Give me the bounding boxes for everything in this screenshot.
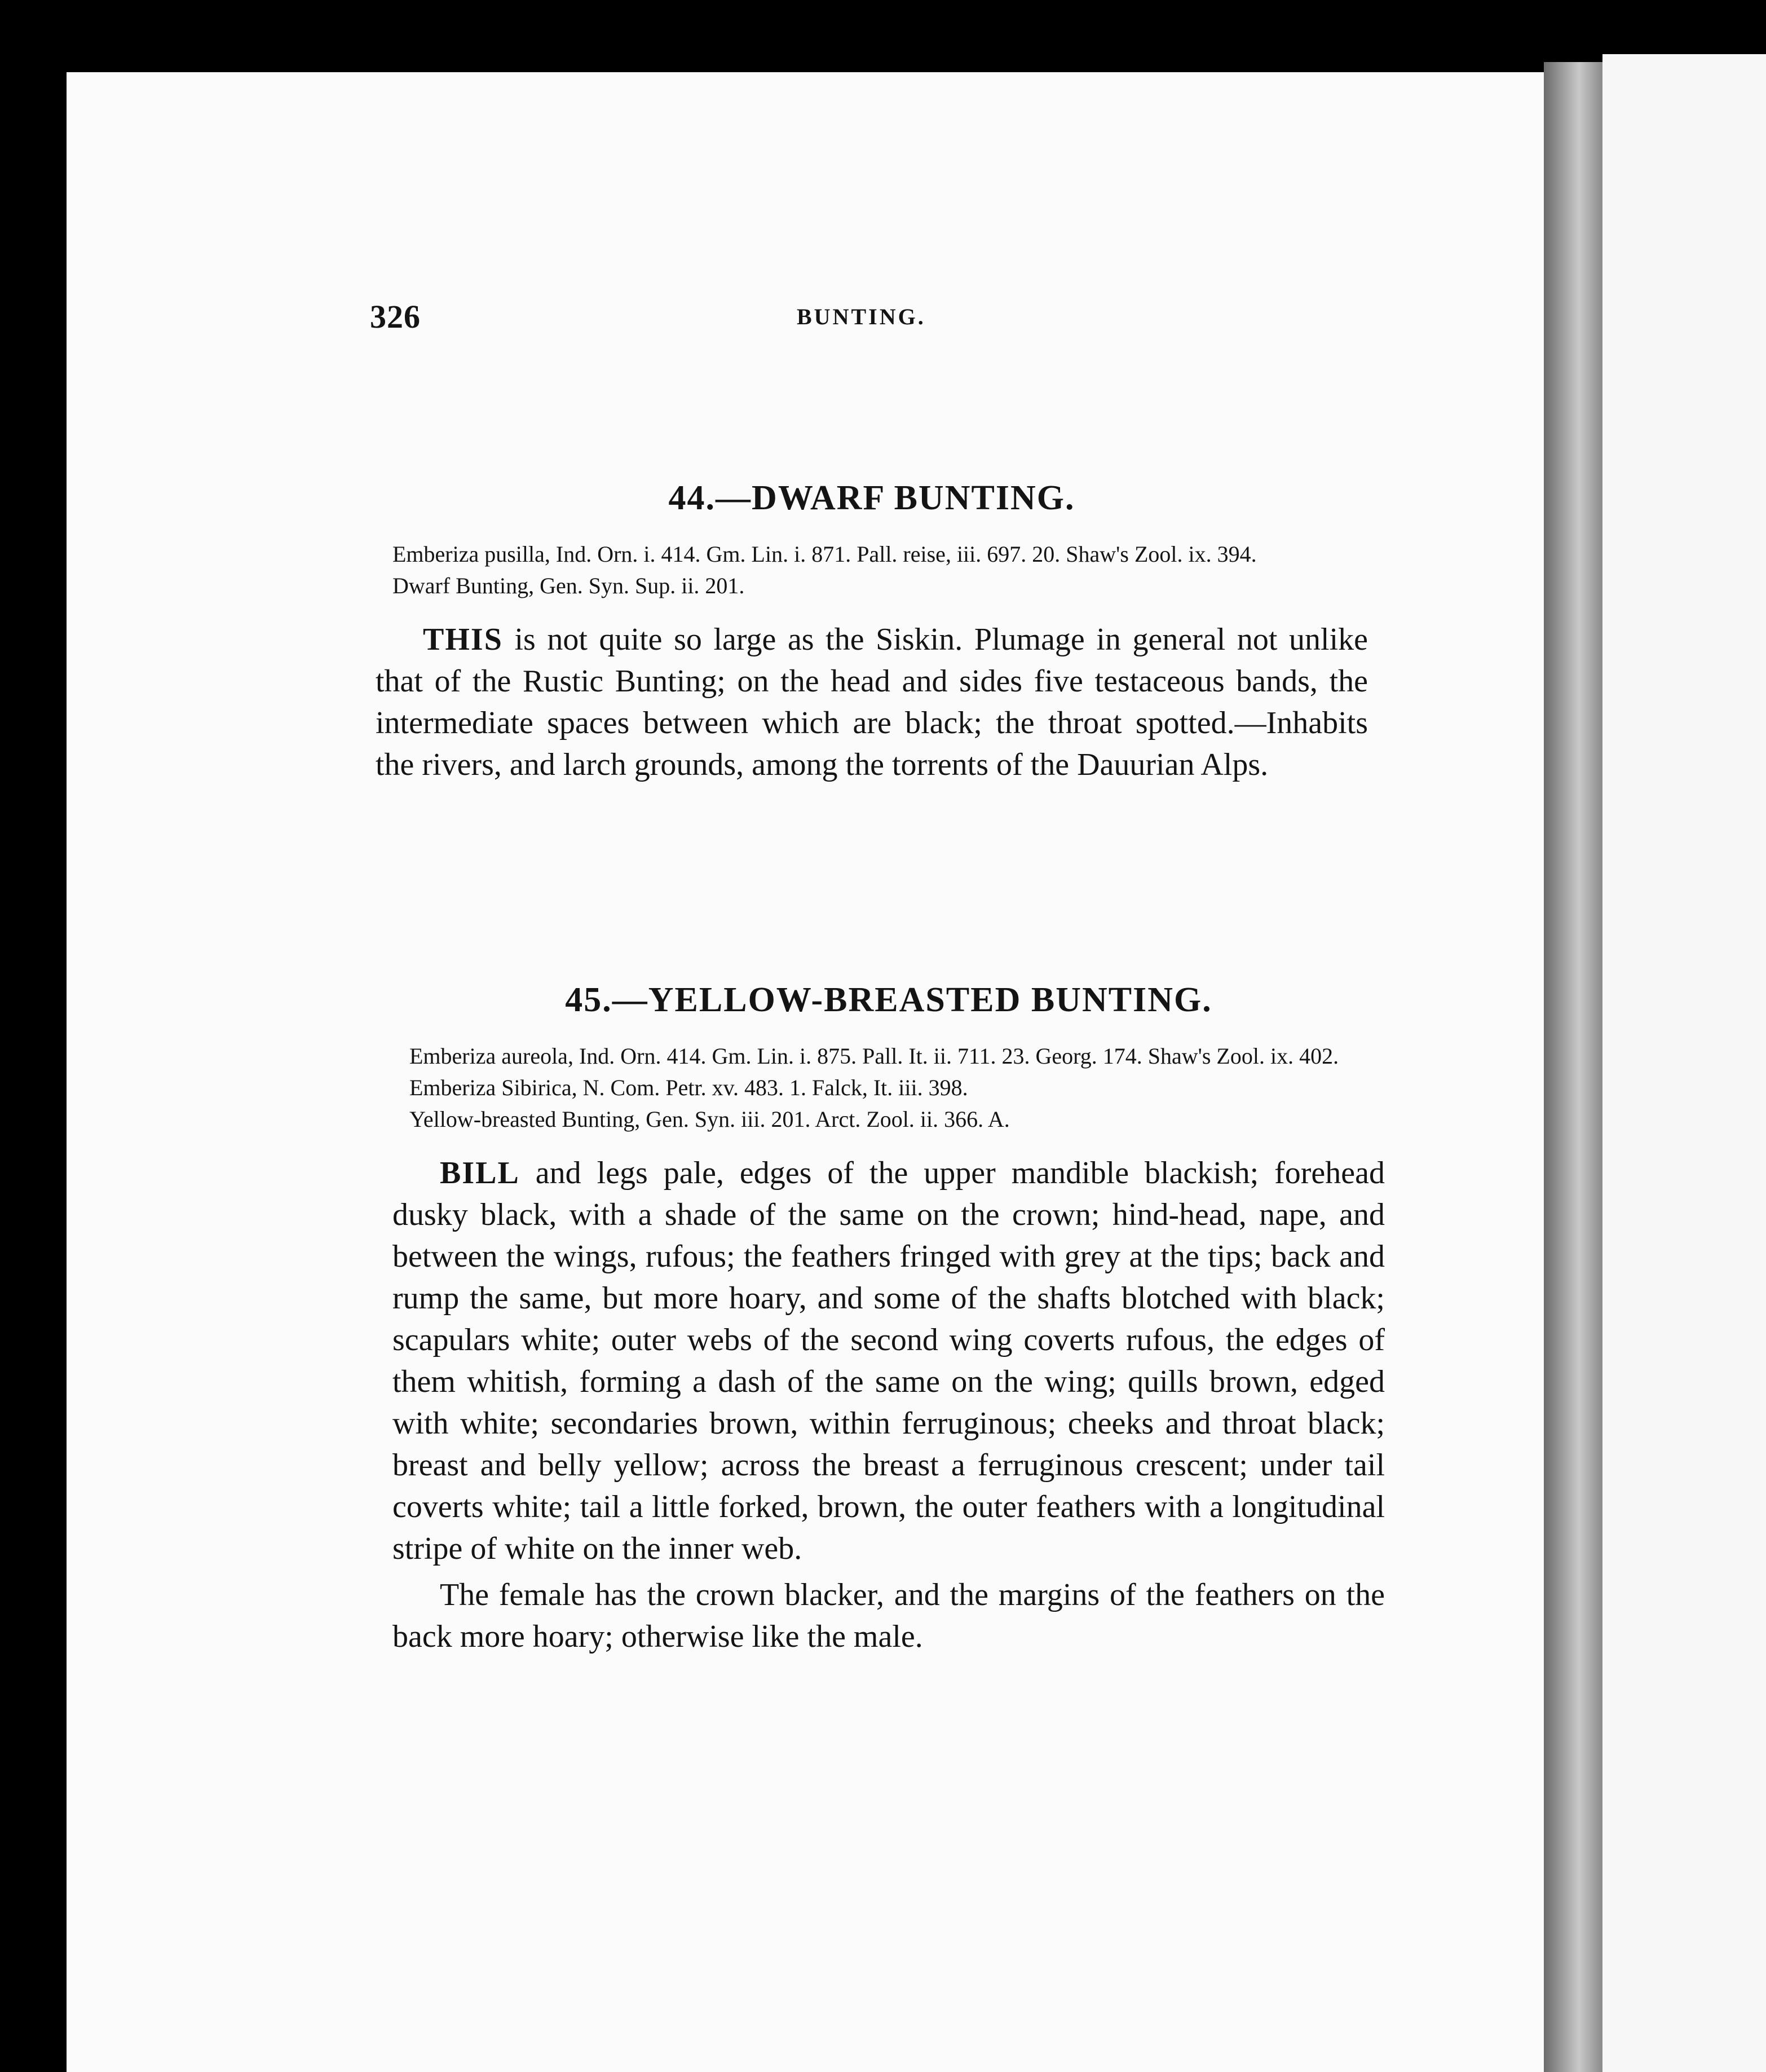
paragraph-text: is not quite so large as the Siskin. Plumage in general not unlike that of the Rustic Bunting; on the head and sides five testaceous bands, the intermediate spaces between which are black; the throat spotted.—Inhabits the rivers, and larch grounds, among the torrents of the Dauurian Alps. xyxy=(376,622,1368,782)
entry-dwarf-bunting xyxy=(376,478,1368,790)
synonym-line: Dwarf Bunting, Gen. Syn. Sup. ii. 201. xyxy=(392,573,745,598)
entry-heading: 44.—DWARF BUNTING. xyxy=(668,479,1075,517)
running-head xyxy=(67,72,1544,335)
book-gutter xyxy=(1544,62,1602,2072)
page-content xyxy=(67,72,1544,2072)
page-number: 326 xyxy=(370,298,421,335)
paragraph xyxy=(392,1574,1385,1657)
synonym-line: Emberiza Sibirica, N. Com. Petr. xv. 483. 1. Falck, It. iii. 398. xyxy=(409,1075,968,1100)
running-title: BUNTING. xyxy=(797,304,926,329)
entry-yellow-breasted-bunting xyxy=(392,980,1385,1662)
facing-page xyxy=(1602,54,1766,2072)
synonymy xyxy=(376,539,1368,602)
paragraph-text: The female has the crown blacker, and the margins of the feathers on the back more hoary; otherwise like the male. xyxy=(392,1577,1385,1654)
entry-description xyxy=(392,1152,1385,1657)
paragraph xyxy=(376,619,1368,786)
lead-word: BILL xyxy=(440,1156,520,1191)
lead-word: THIS xyxy=(423,622,503,657)
paragraph-text: and legs pale, edges of the upper mandible blackish; forehead dusky black, with a shade of the same on the crown; hind-head, nape, and between the wings, rufous; the feathers fringed with grey at the tips; back and rump the same, but more hoary, and some of the shafts blotched with black; scapulars white; outer webs of the second wing coverts rufous, the edges of them whitish, forming a dash of the same on the wing; quills brown, edged with white; secondaries brown, within ferruginous; cheeks and throat black; breast and belly yellow; across the breast a ferruginous crescent; under tail coverts white; tail a little forked, brown, the outer feathers with a longitudinal stripe of white on the inner web. xyxy=(392,1156,1385,1566)
book-page xyxy=(67,72,1544,2072)
synonymy xyxy=(392,1041,1385,1135)
entry-heading: 45.—YELLOW-BREASTED BUNTING. xyxy=(565,981,1212,1019)
paragraph xyxy=(392,1152,1385,1570)
synonym-line: Yellow-breasted Bunting, Gen. Syn. iii. 201. Arct. Zool. ii. 366. A. xyxy=(409,1106,1010,1132)
entry-description xyxy=(376,619,1368,786)
synonym-line: Emberiza aureola, Ind. Orn. 414. Gm. Lin. i. 875. Pall. It. ii. 711. 23. Georg. 174. Shaw's Zool. ix. 402. xyxy=(409,1043,1339,1069)
synonym-line: Emberiza pusilla, Ind. Orn. i. 414. Gm. Lin. i. 871. Pall. reise, iii. 697. 20. Shaw's Zool. ix. 394. xyxy=(392,541,1257,567)
